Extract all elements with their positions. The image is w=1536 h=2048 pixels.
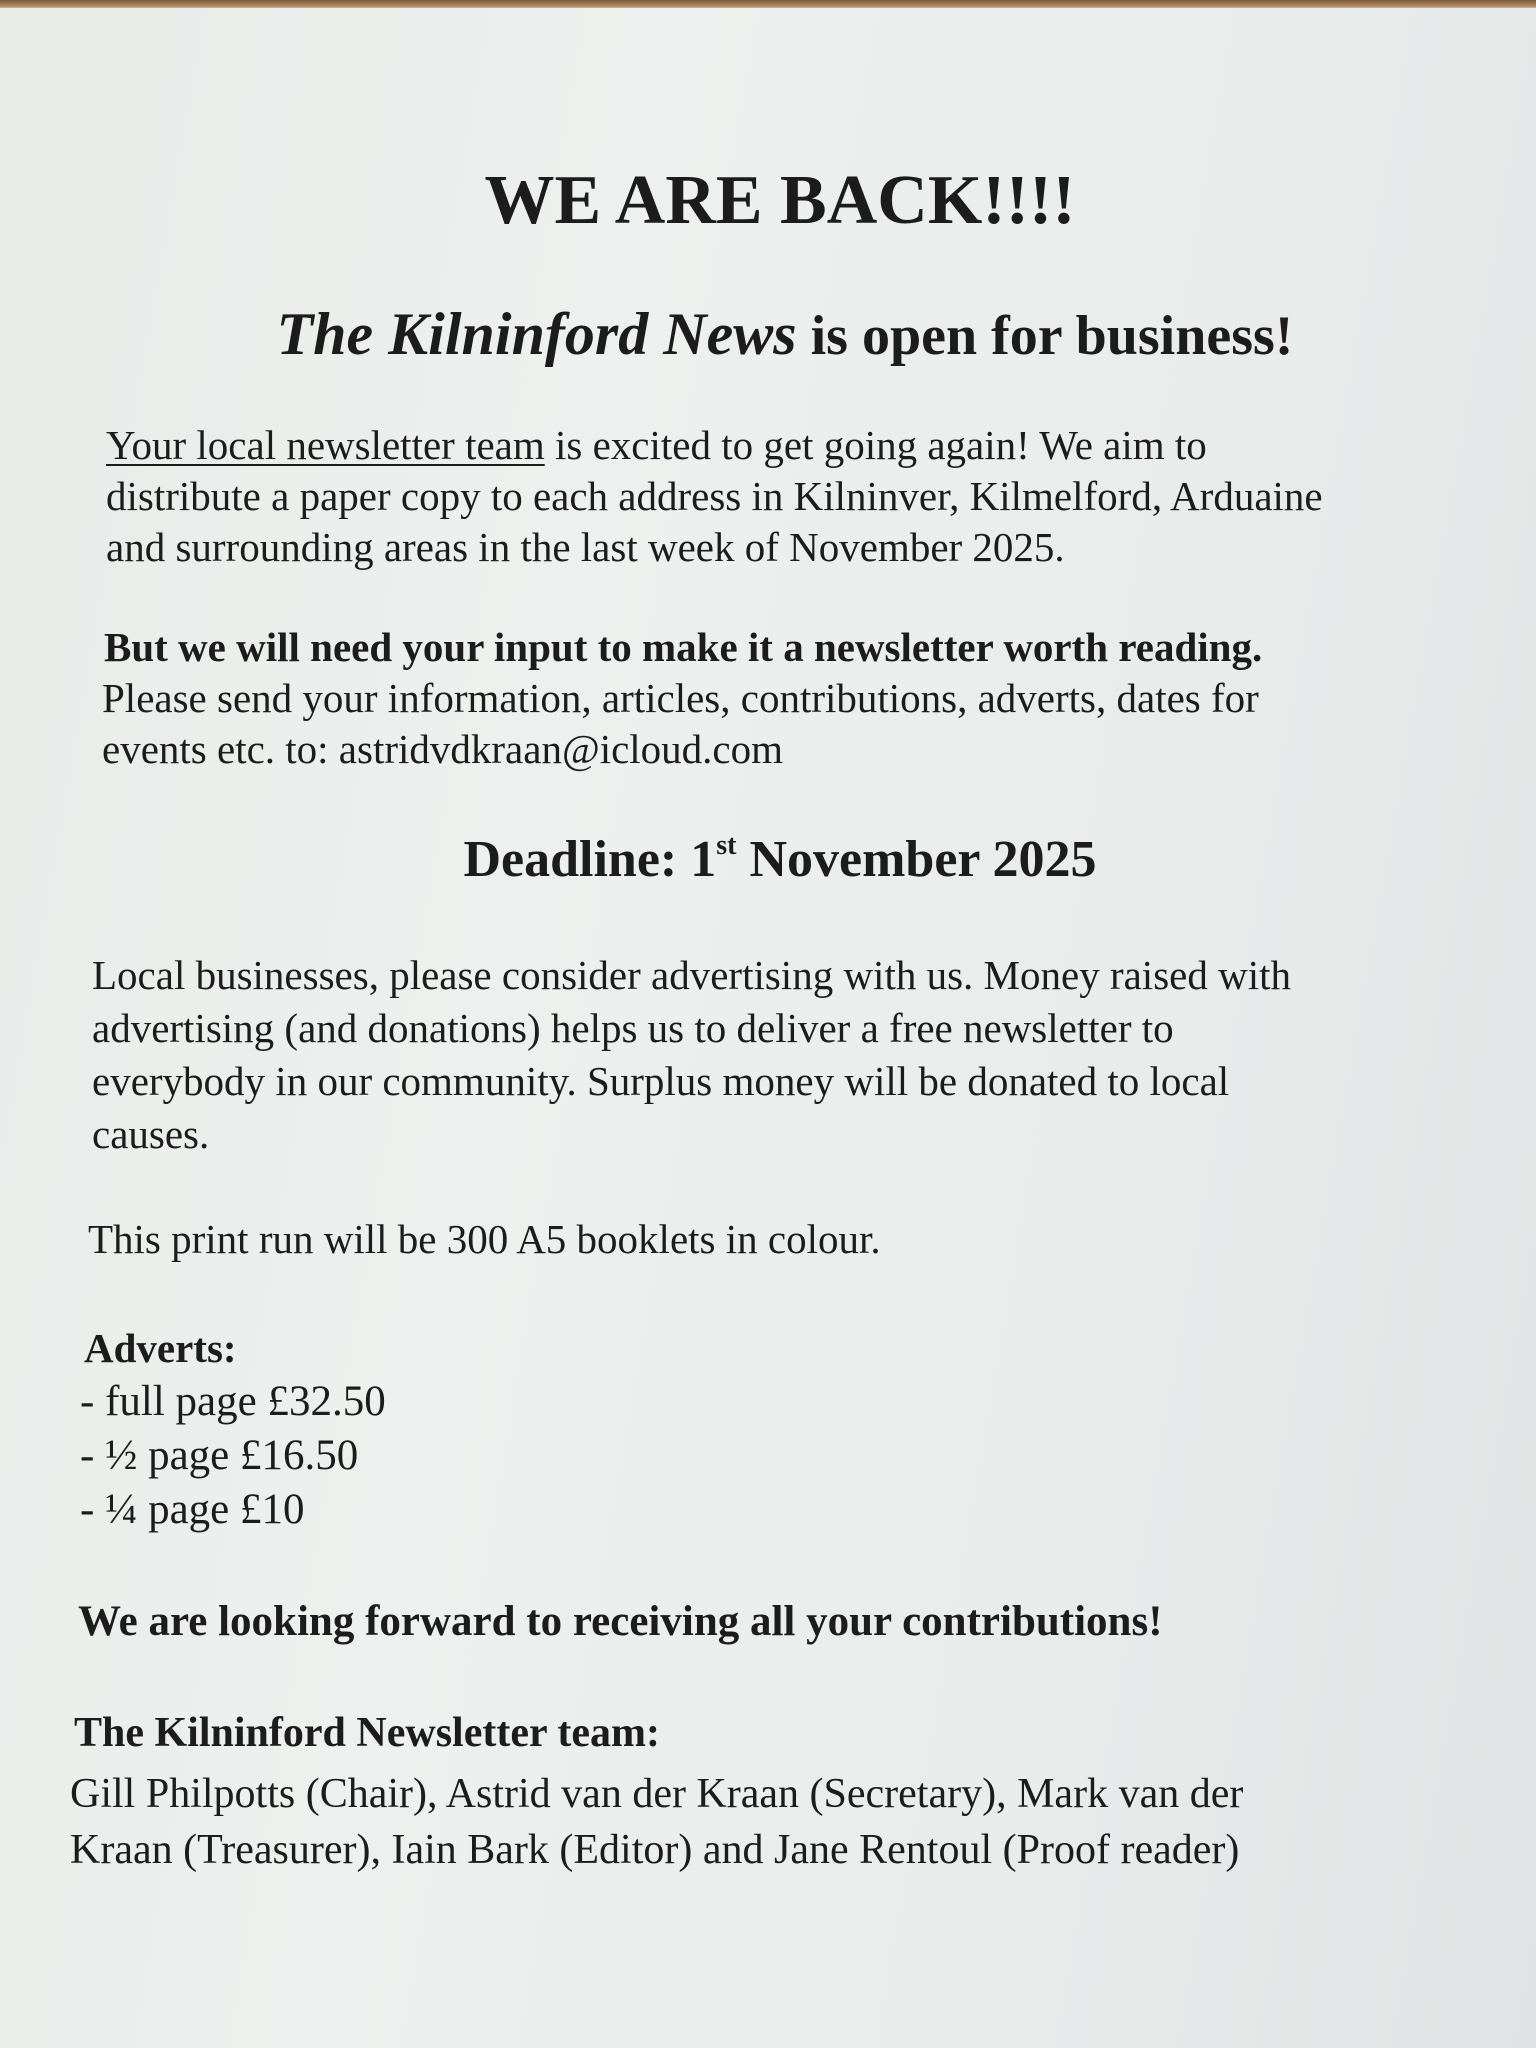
advert-price-list <box>80 1375 386 1537</box>
subhead <box>0 301 1536 367</box>
team-title: The Kilninford Newsletter team: <box>74 1710 660 1756</box>
advertising-paragraph: Local businesses, please consider advertising with us. Money raised with advertising (and donations) helps us to deliver a free newsletter to everybody in our community. Surplus money will be donated to local causes. <box>92 952 1291 1157</box>
headline: WE ARE BACK!!!! <box>484 162 1076 239</box>
advert-price-item: - ¼ page £10 <box>80 1486 305 1533</box>
deadline-date: November 2025 <box>736 831 1097 888</box>
flyer-page <box>0 8 1536 2048</box>
adverts-title: Adverts: <box>84 1325 237 1371</box>
intro-paragraph <box>106 420 1526 573</box>
deadline <box>0 830 1536 888</box>
input-request-heading: But we will need your input to make it a newsletter worth reading. <box>104 624 1263 670</box>
subhead-rest: is open for business! <box>796 305 1294 367</box>
team-members: Gill Philpotts (Chair), Astrid van der Kraan (Secretary), Mark van der Kraan (Treasurer), Iain Bark (Editor) and Jane Rentoul (Proof reader) <box>70 1771 1244 1873</box>
deadline-label: Deadline: 1 <box>463 831 717 888</box>
intro-underlined: Your local newsletter team <box>106 422 545 468</box>
intro-text: is excited to get going again! We aim to distribute a paper copy to each address in Kilninver, Kilmelford, Arduaine and surrounding areas in the last week of November 2025. <box>106 422 1323 570</box>
closing-line: We are looking forward to receiving all your contributions! <box>78 1598 1163 1645</box>
print-run-note: This print run will be 300 A5 booklets in colour. <box>88 1216 881 1262</box>
publication-name: The Kilninford News <box>276 301 797 367</box>
advert-price-item: - full page £32.50 <box>80 1378 386 1425</box>
deadline-suffix: st <box>716 830 737 861</box>
input-request-text: Please send your information, articles, contributions, adverts, dates for events etc. to: astridvdkraan@icloud.com <box>102 675 1259 772</box>
advert-price-item: - ½ page £16.50 <box>80 1432 359 1479</box>
